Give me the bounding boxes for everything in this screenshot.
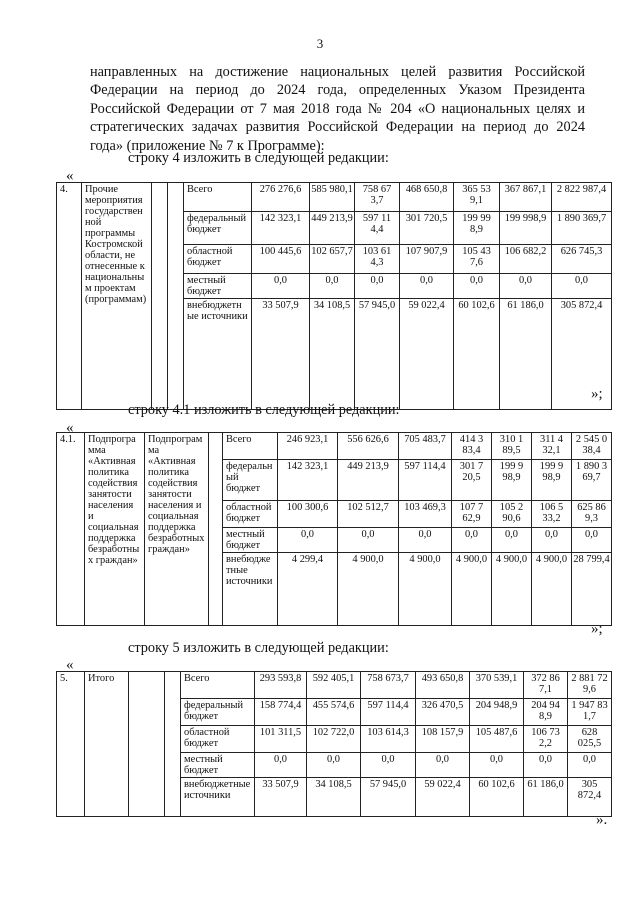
value-cell: 100 300,6 [278, 501, 338, 528]
value-cell: 106 5 33,2 [532, 501, 572, 528]
value-cell: 158 774,4 [255, 699, 307, 726]
row-label: местный бюджет [223, 528, 278, 553]
value-cell: 414 3 83,4 [452, 433, 492, 460]
value-cell: 0,0 [572, 528, 612, 553]
value-cell: 585 980,1 [310, 183, 355, 212]
value-cell: 597 114,4 [361, 699, 416, 726]
value-cell: 107 7 62,9 [452, 501, 492, 528]
value-cell: 705 483,7 [399, 433, 452, 460]
value-cell: 102 657,7 [310, 245, 355, 274]
value-cell: 0,0 [452, 528, 492, 553]
value-cell: 4 900,0 [492, 553, 532, 626]
row-name-2: Подпрограмма «Активная политика содействия занятости населения и социальная поддержка безработных граждан» [145, 433, 209, 626]
row-number: 5. [57, 672, 85, 817]
value-cell: 59 022,4 [400, 299, 454, 410]
value-cell: 4 900,0 [399, 553, 452, 626]
value-cell: 370 539,1 [470, 672, 524, 699]
value-cell: 592 405,1 [307, 672, 361, 699]
value-cell: 372 86 7,1 [524, 672, 568, 699]
value-cell: 0,0 [310, 274, 355, 299]
row-label: областной бюджет [184, 245, 252, 274]
instruction-row-4: строку 4 изложить в следующей редакции: [128, 150, 389, 166]
value-cell: 142 323,1 [252, 212, 310, 245]
value-cell: 57 945,0 [355, 299, 400, 410]
value-cell: 0,0 [532, 528, 572, 553]
value-cell: 301 7 20,5 [452, 460, 492, 501]
table-row [57, 433, 612, 460]
value-cell: 0,0 [492, 528, 532, 553]
value-cell: 0,0 [552, 274, 612, 299]
value-cell: 28 799,4 [572, 553, 612, 626]
value-cell: 199 9 98,9 [532, 460, 572, 501]
value-cell: 0,0 [307, 753, 361, 778]
value-cell: 1 890 369,7 [552, 212, 612, 245]
value-cell: 57 945,0 [361, 778, 416, 817]
value-cell: 597 114,4 [399, 460, 452, 501]
value-cell: 0,0 [361, 753, 416, 778]
value-cell: 276 276,6 [252, 183, 310, 212]
row-label: внебюджетные источники [181, 778, 255, 817]
row-name: Итого [85, 672, 129, 817]
value-cell: 0,0 [338, 528, 399, 553]
value-cell: 142 323,1 [278, 460, 338, 501]
value-cell: 103 61 4,3 [355, 245, 400, 274]
open-quote: « [66, 420, 74, 436]
close-quote: »; [591, 621, 603, 637]
value-cell: 556 626,6 [338, 433, 399, 460]
value-cell: 103 469,3 [399, 501, 452, 528]
value-cell: 758 673,7 [361, 672, 416, 699]
value-cell: 310 1 89,5 [492, 433, 532, 460]
value-cell: 105 2 90,6 [492, 501, 532, 528]
value-cell: 199 998,9 [500, 212, 552, 245]
value-cell: 365 53 9,1 [454, 183, 500, 212]
value-cell: 102 722,0 [307, 726, 361, 753]
value-cell: 199 99 8,9 [454, 212, 500, 245]
value-cell: 449 213,9 [338, 460, 399, 501]
value-cell: 0,0 [400, 274, 454, 299]
value-cell: 626 745,3 [552, 245, 612, 274]
value-cell: 293 593,8 [255, 672, 307, 699]
value-cell: 0,0 [500, 274, 552, 299]
value-cell: 106 73 2,2 [524, 726, 568, 753]
value-cell: 449 213,9 [310, 212, 355, 245]
value-cell: 311 4 32,1 [532, 433, 572, 460]
empty-cell [209, 433, 223, 626]
value-cell: 367 867,1 [500, 183, 552, 212]
value-cell: 4 900,0 [532, 553, 572, 626]
value-cell: 105 43 7,6 [454, 245, 500, 274]
value-cell: 0,0 [252, 274, 310, 299]
value-cell: 455 574,6 [307, 699, 361, 726]
row-label: местный бюджет [181, 753, 255, 778]
value-cell: 0,0 [355, 274, 400, 299]
value-cell: 0,0 [278, 528, 338, 553]
row-label: федеральный бюджет [184, 212, 252, 245]
value-cell: 326 470,5 [416, 699, 470, 726]
row-label: внебюджетные источники [223, 553, 278, 626]
value-cell: 758 67 3,7 [355, 183, 400, 212]
value-cell: 0,0 [416, 753, 470, 778]
value-cell: 4 900,0 [452, 553, 492, 626]
value-cell: 0,0 [399, 528, 452, 553]
instruction-row-5: строку 5 изложить в следующей редакции: [128, 640, 389, 656]
row-number: 4.1. [57, 433, 85, 626]
value-cell: 246 923,1 [278, 433, 338, 460]
empty-cell [152, 183, 168, 410]
value-cell: 0,0 [454, 274, 500, 299]
value-cell: 204 948,9 [470, 699, 524, 726]
table-row [57, 672, 612, 699]
value-cell: 204 94 8,9 [524, 699, 568, 726]
value-cell: 61 186,0 [500, 299, 552, 410]
empty-cell [129, 672, 165, 817]
table-row-4-1 [56, 432, 612, 626]
page-number: 3 [316, 36, 324, 51]
row-number: 4. [57, 183, 82, 410]
value-cell: 33 507,9 [255, 778, 307, 817]
value-cell: 0,0 [568, 753, 612, 778]
instruction-row-4-1: строку 4.1 изложить в следующей редакции: [128, 402, 400, 418]
value-cell: 106 682,2 [500, 245, 552, 274]
value-cell: 1 890 3 69,7 [572, 460, 612, 501]
table-row [57, 183, 612, 212]
value-cell: 61 186,0 [524, 778, 568, 817]
table-row-4 [56, 182, 612, 410]
empty-cell [165, 672, 181, 817]
value-cell: 2 881 72 9,6 [568, 672, 612, 699]
row-label: местный бюджет [184, 274, 252, 299]
value-cell: 33 507,9 [252, 299, 310, 410]
row-label: областной бюджет [223, 501, 278, 528]
value-cell: 301 720,5 [400, 212, 454, 245]
value-cell: 628 025,5 [568, 726, 612, 753]
value-cell: 34 108,5 [310, 299, 355, 410]
value-cell: 305 872,4 [552, 299, 612, 410]
empty-cell [168, 183, 184, 410]
value-cell: 305 872,4 [568, 778, 612, 817]
row-name: Прочие мероприятия государственной программы Костромской области, не отнесенные к национальным проектам (программам) [82, 183, 152, 410]
value-cell: 100 445,6 [252, 245, 310, 274]
close-quote: »; [591, 386, 603, 402]
value-cell: 101 311,5 [255, 726, 307, 753]
value-cell: 0,0 [255, 753, 307, 778]
table-row-5 [56, 671, 612, 817]
open-quote: « [66, 168, 74, 184]
value-cell: 468 650,8 [400, 183, 454, 212]
value-cell: 2 822 987,4 [552, 183, 612, 212]
value-cell: 34 108,5 [307, 778, 361, 817]
row-label: федеральный бюджет [223, 460, 278, 501]
row-name: Подпрограмма «Активная политика содействия занятости населения и социальная поддержка безработных граждан» [85, 433, 145, 626]
row-label: областной бюджет [181, 726, 255, 753]
open-quote: « [66, 657, 74, 673]
value-cell: 60 102,6 [470, 778, 524, 817]
value-cell: 597 11 4,4 [355, 212, 400, 245]
value-cell: 4 299,4 [278, 553, 338, 626]
value-cell: 107 907,9 [400, 245, 454, 274]
value-cell: 59 022,4 [416, 778, 470, 817]
value-cell: 0,0 [470, 753, 524, 778]
value-cell: 2 545 0 38,4 [572, 433, 612, 460]
value-cell: 625 86 9,3 [572, 501, 612, 528]
row-label: внебюджетные источники [184, 299, 252, 410]
close-quote: ». [596, 812, 608, 828]
value-cell: 108 157,9 [416, 726, 470, 753]
row-label: Всего [184, 183, 252, 212]
value-cell: 103 614,3 [361, 726, 416, 753]
value-cell: 1 947 83 1,7 [568, 699, 612, 726]
row-label: Всего [223, 433, 278, 460]
value-cell: 0,0 [524, 753, 568, 778]
value-cell: 102 512,7 [338, 501, 399, 528]
row-label: федеральный бюджет [181, 699, 255, 726]
value-cell: 493 650,8 [416, 672, 470, 699]
value-cell: 60 102,6 [454, 299, 500, 410]
value-cell: 4 900,0 [338, 553, 399, 626]
row-label: Всего [181, 672, 255, 699]
value-cell: 199 9 98,9 [492, 460, 532, 501]
intro-paragraph: направленных на достижение национальных целей развития Российской Федерации на период до 2024 года, определенных Указом Президента Российской Федерации от 7 мая 2018 года № 204 «О национальных целях и стратегических задачах развития Российской Федерации на период до 2024 года» (приложение № 7 к Программе): [90, 64, 585, 154]
value-cell: 105 487,6 [470, 726, 524, 753]
